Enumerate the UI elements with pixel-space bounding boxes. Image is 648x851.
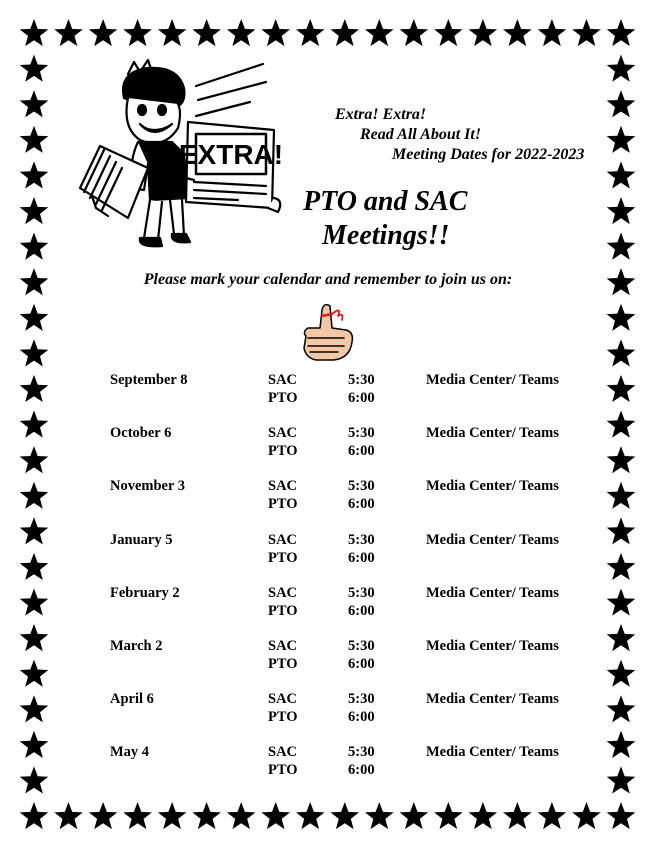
star-icon: [607, 304, 636, 331]
star-icon: [572, 802, 601, 829]
star-icon: [20, 482, 49, 509]
sac-time: 5:30: [348, 744, 375, 761]
meeting-row: [110, 585, 590, 638]
star-icon: [365, 19, 394, 46]
sac-label: SAC: [268, 531, 298, 548]
pto-time: 6:00: [348, 496, 375, 513]
star-icon: [607, 161, 636, 188]
star-icon: [20, 731, 49, 758]
meeting-date: May 4: [110, 744, 150, 761]
meeting-row: [110, 744, 590, 797]
meeting-date: January 5: [110, 531, 173, 548]
star-icon: [20, 802, 49, 829]
sac-label: SAC: [268, 478, 298, 495]
pto-time: 6:00: [348, 602, 375, 619]
star-icon: [469, 19, 498, 46]
extra-newspaper-text: EXTRA!: [178, 139, 284, 170]
star-icon: [607, 339, 636, 366]
star-icon: [20, 446, 49, 473]
star-icon: [54, 802, 83, 829]
star-icon: [607, 766, 636, 793]
star-icon: [607, 517, 636, 544]
star-icon: [20, 304, 49, 331]
star-icon: [20, 766, 49, 793]
star-icon: [607, 446, 636, 473]
sac-label: SAC: [268, 584, 298, 601]
meeting-location: Media Center/ Teams: [426, 691, 559, 708]
pto-time: 6:00: [348, 390, 375, 406]
newsboy-illustration: [78, 58, 288, 250]
meeting-date: March 2: [110, 637, 163, 654]
star-icon: [20, 55, 49, 82]
meeting-schedule: [110, 372, 590, 798]
star-icon: [607, 589, 636, 616]
pto-label: PTO: [268, 655, 298, 672]
star-icon: [607, 126, 636, 153]
sac-time: 5:30: [348, 425, 375, 442]
star-icon: [331, 19, 360, 46]
star-icon: [572, 19, 601, 46]
star-icon: [20, 197, 49, 224]
star-icon: [296, 19, 325, 46]
star-icon: [89, 19, 118, 46]
star-icon: [261, 19, 290, 46]
star-icon: [227, 19, 256, 46]
star-icon: [20, 660, 49, 687]
star-icon: [607, 695, 636, 722]
pto-time: 6:00: [348, 762, 375, 779]
sac-time: 5:30: [348, 637, 375, 654]
star-icon: [607, 197, 636, 224]
star-icon: [331, 802, 360, 829]
meeting-row: [110, 638, 590, 691]
star-icon: [20, 624, 49, 651]
star-icon: [607, 624, 636, 651]
finger-string-reminder-icon: [298, 302, 360, 364]
star-icon: [607, 731, 636, 758]
sac-time: 5:30: [348, 691, 375, 708]
star-icon: [607, 90, 636, 117]
meeting-location: Media Center/ Teams: [426, 478, 559, 495]
star-icon: [123, 802, 152, 829]
star-icon: [123, 19, 152, 46]
star-icon: [607, 55, 636, 82]
meeting-row: [110, 532, 590, 585]
meeting-location: Media Center/ Teams: [426, 425, 559, 442]
star-icon: [20, 90, 49, 117]
pto-time: 6:00: [348, 549, 375, 566]
pto-time: 6:00: [348, 709, 375, 726]
star-icon: [296, 802, 325, 829]
sac-label: SAC: [268, 744, 298, 761]
pto-label: PTO: [268, 709, 298, 726]
pto-label: PTO: [268, 602, 298, 619]
sac-time: 5:30: [348, 372, 375, 388]
pto-time: 6:00: [348, 443, 375, 460]
pto-label: PTO: [268, 443, 298, 460]
page-title-line-1: PTO and SAC: [303, 186, 468, 217]
meeting-row: [110, 372, 590, 425]
star-icon: [20, 517, 49, 544]
star-icon: [538, 802, 567, 829]
pto-label: PTO: [268, 390, 298, 406]
star-icon: [538, 19, 567, 46]
star-icon: [20, 411, 49, 438]
star-icon: [20, 233, 49, 260]
star-icon: [20, 375, 49, 402]
star-icon: [607, 553, 636, 580]
star-icon: [365, 802, 394, 829]
star-icon: [158, 802, 187, 829]
star-icon: [607, 233, 636, 260]
meeting-date: February 2: [110, 584, 180, 601]
star-icon: [20, 126, 49, 153]
star-icon: [607, 802, 636, 829]
star-icon: [54, 19, 83, 46]
meeting-row: [110, 691, 590, 744]
star-icon: [607, 660, 636, 687]
star-icon: [607, 411, 636, 438]
star-icon: [20, 161, 49, 188]
star-icon: [20, 339, 49, 366]
star-icon: [400, 802, 429, 829]
sac-label: SAC: [268, 372, 298, 388]
star-icon: [227, 802, 256, 829]
headline-line-1: Extra! Extra!: [335, 106, 427, 123]
meeting-location: Media Center/ Teams: [426, 637, 559, 654]
sac-label: SAC: [268, 637, 298, 654]
meeting-location: Media Center/ Teams: [426, 584, 559, 601]
meeting-row: [110, 425, 590, 478]
star-icon: [158, 19, 187, 46]
headline-line-2: Read All About It!: [360, 126, 482, 143]
sac-label: SAC: [268, 691, 298, 708]
star-icon: [607, 375, 636, 402]
pto-time: 6:00: [348, 655, 375, 672]
star-icon: [192, 802, 221, 829]
meeting-location: Media Center/ Teams: [426, 372, 559, 388]
sac-time: 5:30: [348, 531, 375, 548]
meeting-date: April 6: [110, 691, 154, 708]
meeting-date: October 6: [110, 425, 172, 442]
sac-label: SAC: [268, 425, 298, 442]
meeting-location: Media Center/ Teams: [426, 531, 559, 548]
star-icon: [434, 19, 463, 46]
star-icon: [400, 19, 429, 46]
star-icon: [192, 19, 221, 46]
sac-time: 5:30: [348, 478, 375, 495]
meeting-date: November 3: [110, 478, 186, 495]
star-icon: [20, 589, 49, 616]
star-icon: [261, 802, 290, 829]
page-title-line-2: Meetings!!: [322, 220, 450, 251]
pto-label: PTO: [268, 549, 298, 566]
star-icon: [434, 802, 463, 829]
star-icon: [20, 19, 49, 46]
star-icon: [20, 695, 49, 722]
sac-time: 5:30: [348, 584, 375, 601]
meeting-location: Media Center/ Teams: [426, 744, 559, 761]
subtitle: Please mark your calendar and remember to join us on:: [143, 271, 513, 288]
star-icon: [607, 482, 636, 509]
headline-line-3: Meeting Dates for 2022-2023: [392, 146, 585, 163]
pto-label: PTO: [268, 496, 298, 513]
star-icon: [469, 802, 498, 829]
pto-label: PTO: [268, 762, 298, 779]
star-icon: [89, 802, 118, 829]
star-icon: [607, 19, 636, 46]
star-icon: [503, 19, 532, 46]
meeting-date: September 8: [110, 372, 188, 388]
meeting-row: [110, 478, 590, 531]
star-icon: [503, 802, 532, 829]
star-icon: [20, 553, 49, 580]
